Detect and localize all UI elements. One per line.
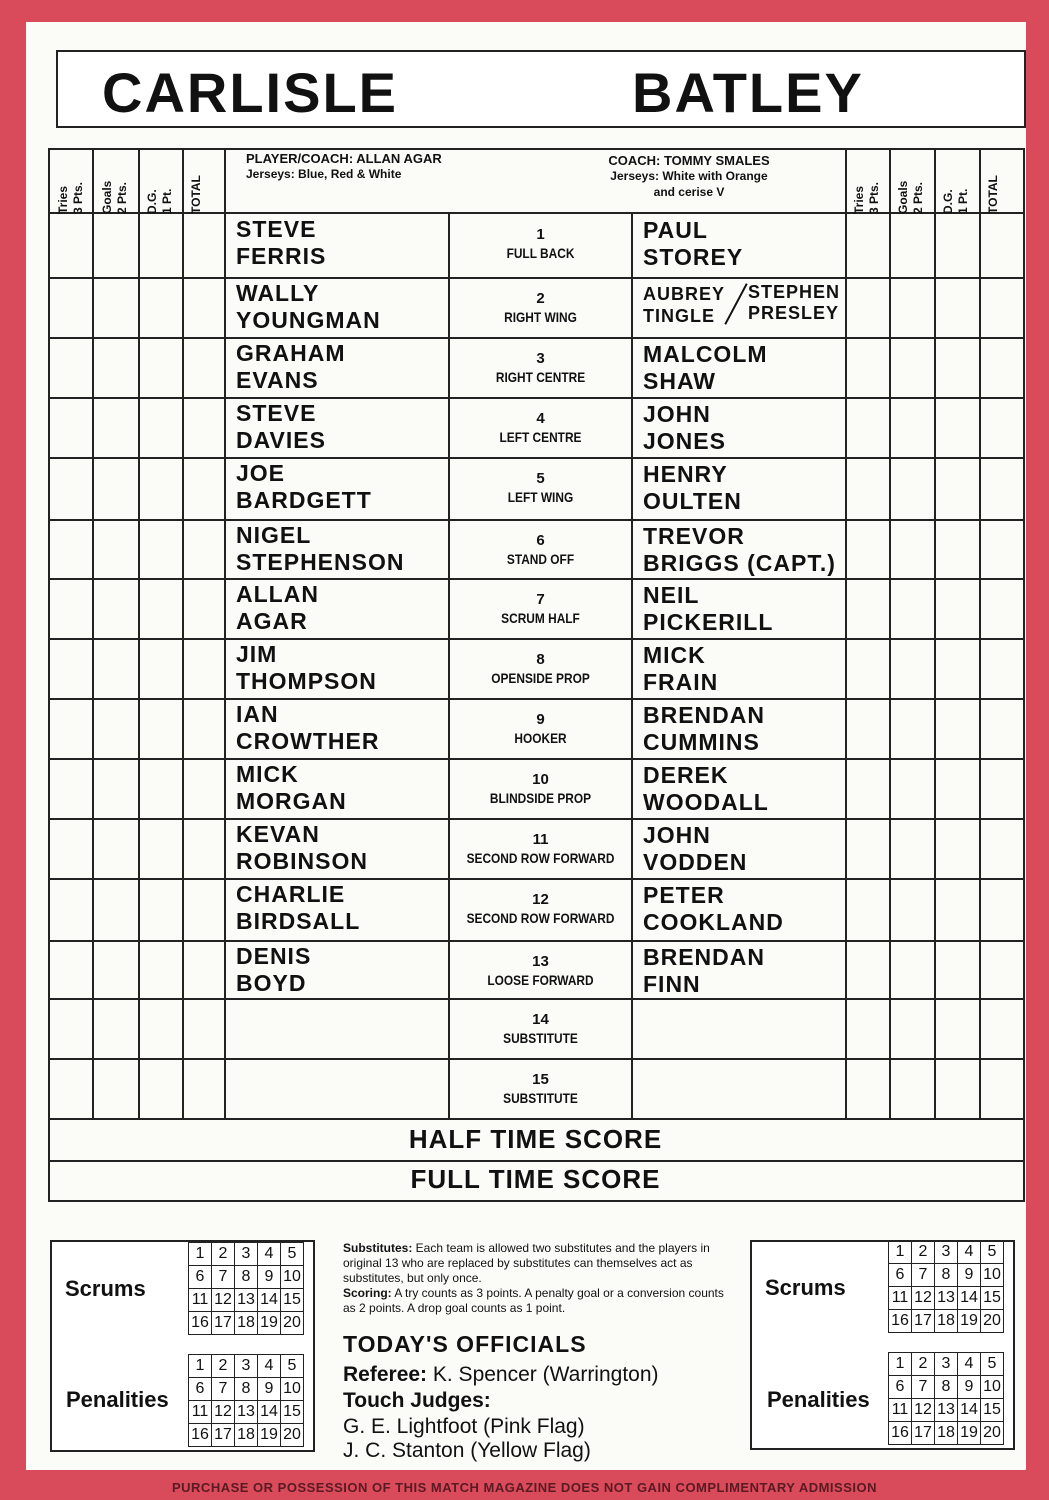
tally-number: 19 [258, 1424, 281, 1447]
position-label: SUBSTITUTE [503, 1090, 578, 1106]
position-cell [450, 1070, 631, 1106]
score-column-line [92, 148, 94, 1118]
position-cell [450, 650, 631, 686]
tally-number: 15 [281, 1289, 304, 1312]
position-number: 7 [536, 591, 545, 608]
scoring-text: A try counts as 3 points. A penalty goal or a conversion counts as 2 points. A drop goal counts as 1 point. [343, 1286, 724, 1315]
away-player: BRENDAN CUMMINS [643, 702, 765, 755]
position-label: LEFT CENTRE [499, 429, 582, 445]
subs-title: Substitutes: [343, 1241, 413, 1255]
away-player: JOHN JONES [643, 401, 726, 454]
position-number: 14 [532, 1011, 549, 1028]
away-jerseys-2: and cerise V [653, 185, 725, 199]
tally-number: 7 [212, 1266, 235, 1289]
away-player-aubrey: AUBREY [643, 284, 726, 304]
tally-number: 16 [889, 1422, 912, 1445]
row-divider [48, 578, 1023, 580]
tally-number: 2 [212, 1355, 235, 1378]
tally-number: 20 [981, 1310, 1004, 1333]
tally-number: 18 [935, 1422, 958, 1445]
position-label: STAND OFF [506, 551, 575, 567]
row-divider [48, 638, 1023, 640]
away-header-dg: D.G. 1 Pt. [941, 188, 970, 214]
position-number: 1 [536, 226, 545, 243]
row-divider [48, 698, 1023, 700]
officials-title: TODAY'S OFFICIALS [343, 1331, 587, 1357]
position-number: 5 [536, 470, 545, 487]
rules-text [343, 1241, 737, 1316]
row-divider [48, 397, 1023, 399]
tally-number: 14 [258, 1401, 281, 1424]
row-divider [48, 1058, 1023, 1060]
position-cell [450, 770, 631, 806]
position-cell [450, 531, 631, 567]
tally-number: 11 [189, 1401, 212, 1424]
tally-number: 18 [935, 1310, 958, 1333]
team-header [56, 50, 1026, 128]
tally-number: 17 [212, 1424, 235, 1447]
position-label: OPENSIDE PROP [491, 670, 590, 686]
row-divider [48, 337, 1023, 339]
tally-number: 1 [889, 1241, 912, 1264]
referee-line [343, 1363, 659, 1387]
subs-text: Each team is allowed two substitutes and the players in original 13 who are replaced by substitutes can themselves act as substitutes, but only once. [343, 1241, 710, 1285]
position-cell [450, 225, 631, 261]
tally-number: 4 [258, 1243, 281, 1266]
score-column-line [224, 148, 226, 1118]
row-divider [48, 277, 1023, 279]
position-label: LOOSE FORWARD [487, 972, 594, 988]
home-penalties-label: Penalities [66, 1387, 169, 1412]
position-column-right [631, 212, 633, 1118]
tally-number: 3 [235, 1355, 258, 1378]
tally-number: 14 [958, 1399, 981, 1422]
row-divider [48, 457, 1023, 459]
tally-number: 13 [935, 1287, 958, 1310]
away-player: JOHN VODDEN [643, 822, 748, 875]
tally-number: 10 [981, 1264, 1004, 1287]
tally-number: 15 [981, 1399, 1004, 1422]
away-penalties-grid [888, 1352, 1004, 1445]
position-cell [450, 469, 631, 505]
footer-notice: PURCHASE OR POSSESSION OF THIS MATCH MAGAZINE DOES NOT GAIN COMPLIMENTARY ADMISSION [171, 1480, 877, 1495]
row-divider [48, 878, 1023, 880]
tally-number: 8 [235, 1266, 258, 1289]
away-coach-name: COACH: TOMMY SMALES [608, 153, 770, 168]
tally-number: 16 [189, 1424, 212, 1447]
row-divider [48, 818, 1023, 820]
grid-left-border [48, 148, 50, 1200]
position-cell [450, 289, 631, 325]
away-player-tingle: TINGLE [643, 306, 715, 326]
names-header-line [224, 212, 845, 214]
tally-number: 1 [889, 1353, 912, 1376]
away-header-total: TOTAL [986, 175, 1000, 214]
touch-judge-1: G. E. Lightfoot (Pink Flag) [343, 1415, 585, 1438]
away-player: DEREK WOODALL [643, 762, 769, 815]
score-column-line [889, 148, 891, 1118]
home-player: GRAHAM EVANS [236, 340, 346, 393]
away-player: NEIL PICKERILL [643, 582, 774, 635]
away-player: MICK FRAIN [643, 642, 719, 695]
score-column-line [979, 148, 981, 1118]
position-label: SECOND ROW FORWARD [466, 910, 615, 926]
tally-number: 10 [281, 1266, 304, 1289]
tally-number: 10 [981, 1376, 1004, 1399]
row-divider [48, 998, 1023, 1000]
home-scrums-grid [188, 1242, 304, 1335]
position-label: RIGHT WING [504, 309, 577, 325]
away-player: PETER COOKLAND [643, 882, 784, 935]
tally-number: 12 [912, 1399, 935, 1422]
position-number: 15 [532, 1071, 549, 1088]
home-player: CHARLIE BIRDSALL [236, 881, 361, 934]
away-player: PAUL STOREY [643, 217, 744, 270]
referee-label: Referee: [343, 1363, 428, 1386]
tally-number: 12 [912, 1287, 935, 1310]
position-label: SECOND ROW FORWARD [466, 850, 615, 866]
position-cell [450, 710, 631, 746]
home-player: MICK MORGAN [236, 761, 347, 814]
away-player-presley: PRESLEY [748, 303, 840, 323]
tally-number: 9 [258, 1266, 281, 1289]
home-player: STEVE FERRIS [236, 216, 327, 269]
tally-number: 14 [258, 1289, 281, 1312]
away-player-stephen: STEPHEN [748, 282, 841, 302]
position-number: 2 [536, 290, 545, 307]
home-player: NIGEL STEPHENSON [236, 522, 405, 575]
tally-number: 7 [912, 1264, 935, 1287]
away-penalties-label: Penalities [767, 1387, 870, 1412]
tally-number: 6 [889, 1264, 912, 1287]
away-scrums-label: Scrums [765, 1275, 846, 1300]
scoring-title: Scoring: [343, 1286, 392, 1300]
tally-number: 17 [212, 1312, 235, 1335]
tally-number: 4 [958, 1241, 981, 1264]
tally-number: 14 [958, 1287, 981, 1310]
position-number: 11 [532, 831, 549, 848]
half-time-score: HALF TIME SCORE [408, 1124, 663, 1154]
away-header-goals: Goals 2 Pts. [896, 180, 925, 214]
away-scrums-grid [888, 1240, 1004, 1333]
position-number: 9 [536, 711, 545, 728]
position-number: 13 [532, 953, 549, 970]
tally-number: 11 [889, 1287, 912, 1310]
home-header-dg: D.G. 1 Pt. [145, 188, 174, 214]
position-number: 10 [532, 771, 549, 788]
away-team-name: BATLEY [632, 61, 864, 124]
referee-name: K. Spencer (Warrington) [427, 1363, 659, 1386]
position-cell [450, 830, 631, 866]
position-number: 12 [532, 891, 549, 908]
score-divider [48, 1160, 1023, 1162]
home-player: STEVE DAVIES [236, 400, 326, 453]
away-coach [589, 153, 789, 200]
tally-number: 6 [189, 1266, 212, 1289]
home-header-goals: Goals 2 Pts. [100, 180, 129, 214]
position-cell [450, 409, 631, 445]
tally-number: 7 [912, 1376, 935, 1399]
tally-number: 12 [212, 1289, 235, 1312]
away-player: HENRY OULTEN [643, 461, 742, 514]
tally-number: 8 [235, 1378, 258, 1401]
tally-number: 19 [958, 1310, 981, 1333]
away-player: BRENDAN FINN [643, 944, 765, 997]
tally-number: 3 [935, 1241, 958, 1264]
tally-number: 7 [212, 1378, 235, 1401]
touch-judges-heading: Touch Judges: [343, 1389, 491, 1412]
tally-number: 15 [281, 1401, 304, 1424]
tally-number: 11 [889, 1399, 912, 1422]
home-header-tries: Tries 3 Pts. [56, 181, 85, 214]
tally-number: 5 [981, 1241, 1004, 1264]
touch-judge-2: J. C. Stanton (Yellow Flag) [343, 1439, 591, 1462]
home-player: JOE BARDGETT [236, 460, 372, 513]
tally-number: 13 [235, 1401, 258, 1424]
position-number: 3 [536, 350, 545, 367]
home-coach-name: PLAYER/COACH: ALLAN AGAR [246, 151, 442, 166]
away-jerseys-1: Jerseys: White with Orange [610, 169, 768, 183]
tally-number: 9 [958, 1264, 981, 1287]
tally-number: 18 [235, 1312, 258, 1335]
tally-number: 19 [958, 1422, 981, 1445]
tally-number: 2 [912, 1353, 935, 1376]
position-number: 6 [536, 532, 545, 549]
tally-number: 6 [889, 1376, 912, 1399]
grid-bottom-border [48, 1200, 1023, 1202]
full-time-score: FULL TIME SCORE [410, 1164, 661, 1194]
tally-number: 4 [258, 1355, 281, 1378]
tally-number: 16 [889, 1310, 912, 1333]
score-column-line [845, 148, 847, 1118]
score-column-line [182, 148, 184, 1118]
tally-number: 6 [189, 1378, 212, 1401]
home-player: KEVAN ROBINSON [236, 821, 368, 874]
tally-number: 16 [189, 1312, 212, 1335]
home-team-name: CARLISLE [102, 61, 398, 124]
tally-number: 12 [212, 1401, 235, 1424]
tally-number: 18 [235, 1424, 258, 1447]
position-label: BLINDSIDE PROP [489, 790, 592, 806]
tally-number: 3 [935, 1353, 958, 1376]
tally-number: 5 [281, 1355, 304, 1378]
home-scrums-label: Scrums [65, 1276, 146, 1301]
position-cell [450, 952, 631, 988]
position-label: SCRUM HALF [501, 610, 580, 626]
home-player: IAN CROWTHER [236, 701, 380, 754]
position-label: SUBSTITUTE [503, 1030, 578, 1046]
position-cell [450, 590, 631, 626]
grid-right-border [1023, 148, 1025, 1202]
tally-number: 20 [281, 1424, 304, 1447]
home-player: ALLAN AGAR [236, 581, 319, 634]
tally-number: 5 [981, 1353, 1004, 1376]
home-player: DENIS BOYD [236, 943, 312, 996]
tally-number: 17 [912, 1422, 935, 1445]
row-divider [48, 1118, 1023, 1120]
tally-number: 17 [912, 1310, 935, 1333]
tally-number: 5 [281, 1243, 304, 1266]
tally-number: 9 [958, 1376, 981, 1399]
row-divider [48, 940, 1023, 942]
away-header-tries: Tries 3 Pts. [852, 181, 881, 214]
home-player: WALLY YOUNGMAN [236, 280, 381, 333]
row-divider [48, 758, 1023, 760]
home-header-total: TOTAL [189, 175, 203, 214]
tally-number: 19 [258, 1312, 281, 1335]
position-label: HOOKER [514, 730, 567, 746]
tally-number: 2 [912, 1241, 935, 1264]
tally-number: 8 [935, 1264, 958, 1287]
position-label: LEFT WING [507, 489, 574, 505]
tally-number: 9 [258, 1378, 281, 1401]
tally-number: 3 [235, 1243, 258, 1266]
home-jerseys: Jerseys: Blue, Red & White [246, 167, 402, 181]
position-cell [450, 1010, 631, 1046]
position-number: 8 [536, 651, 545, 668]
touch-judges-label [343, 1389, 491, 1413]
tally-number: 11 [189, 1289, 212, 1312]
tally-number: 20 [281, 1312, 304, 1335]
home-player: JIM THOMPSON [236, 641, 377, 694]
score-column-line [138, 148, 140, 1118]
away-player: TREVOR BRIGGS (CAPT.) [643, 523, 836, 576]
tally-number: 20 [981, 1422, 1004, 1445]
position-label: RIGHT CENTRE [495, 369, 586, 385]
tally-number: 8 [935, 1376, 958, 1399]
tally-number: 13 [235, 1289, 258, 1312]
position-number: 4 [536, 410, 545, 427]
away-player: MALCOLM SHAW [643, 341, 768, 394]
tally-number: 10 [281, 1378, 304, 1401]
position-cell [450, 890, 631, 926]
tally-number: 2 [212, 1243, 235, 1266]
position-cell [450, 349, 631, 385]
tally-number: 1 [189, 1243, 212, 1266]
position-label: FULL BACK [506, 245, 575, 261]
score-column-line [934, 148, 936, 1118]
tally-number: 13 [935, 1399, 958, 1422]
tally-number: 1 [189, 1355, 212, 1378]
home-coach [246, 151, 442, 182]
tally-number: 4 [958, 1353, 981, 1376]
tally-number: 15 [981, 1287, 1004, 1310]
row-divider [48, 519, 1023, 521]
home-penalties-grid [188, 1354, 304, 1447]
